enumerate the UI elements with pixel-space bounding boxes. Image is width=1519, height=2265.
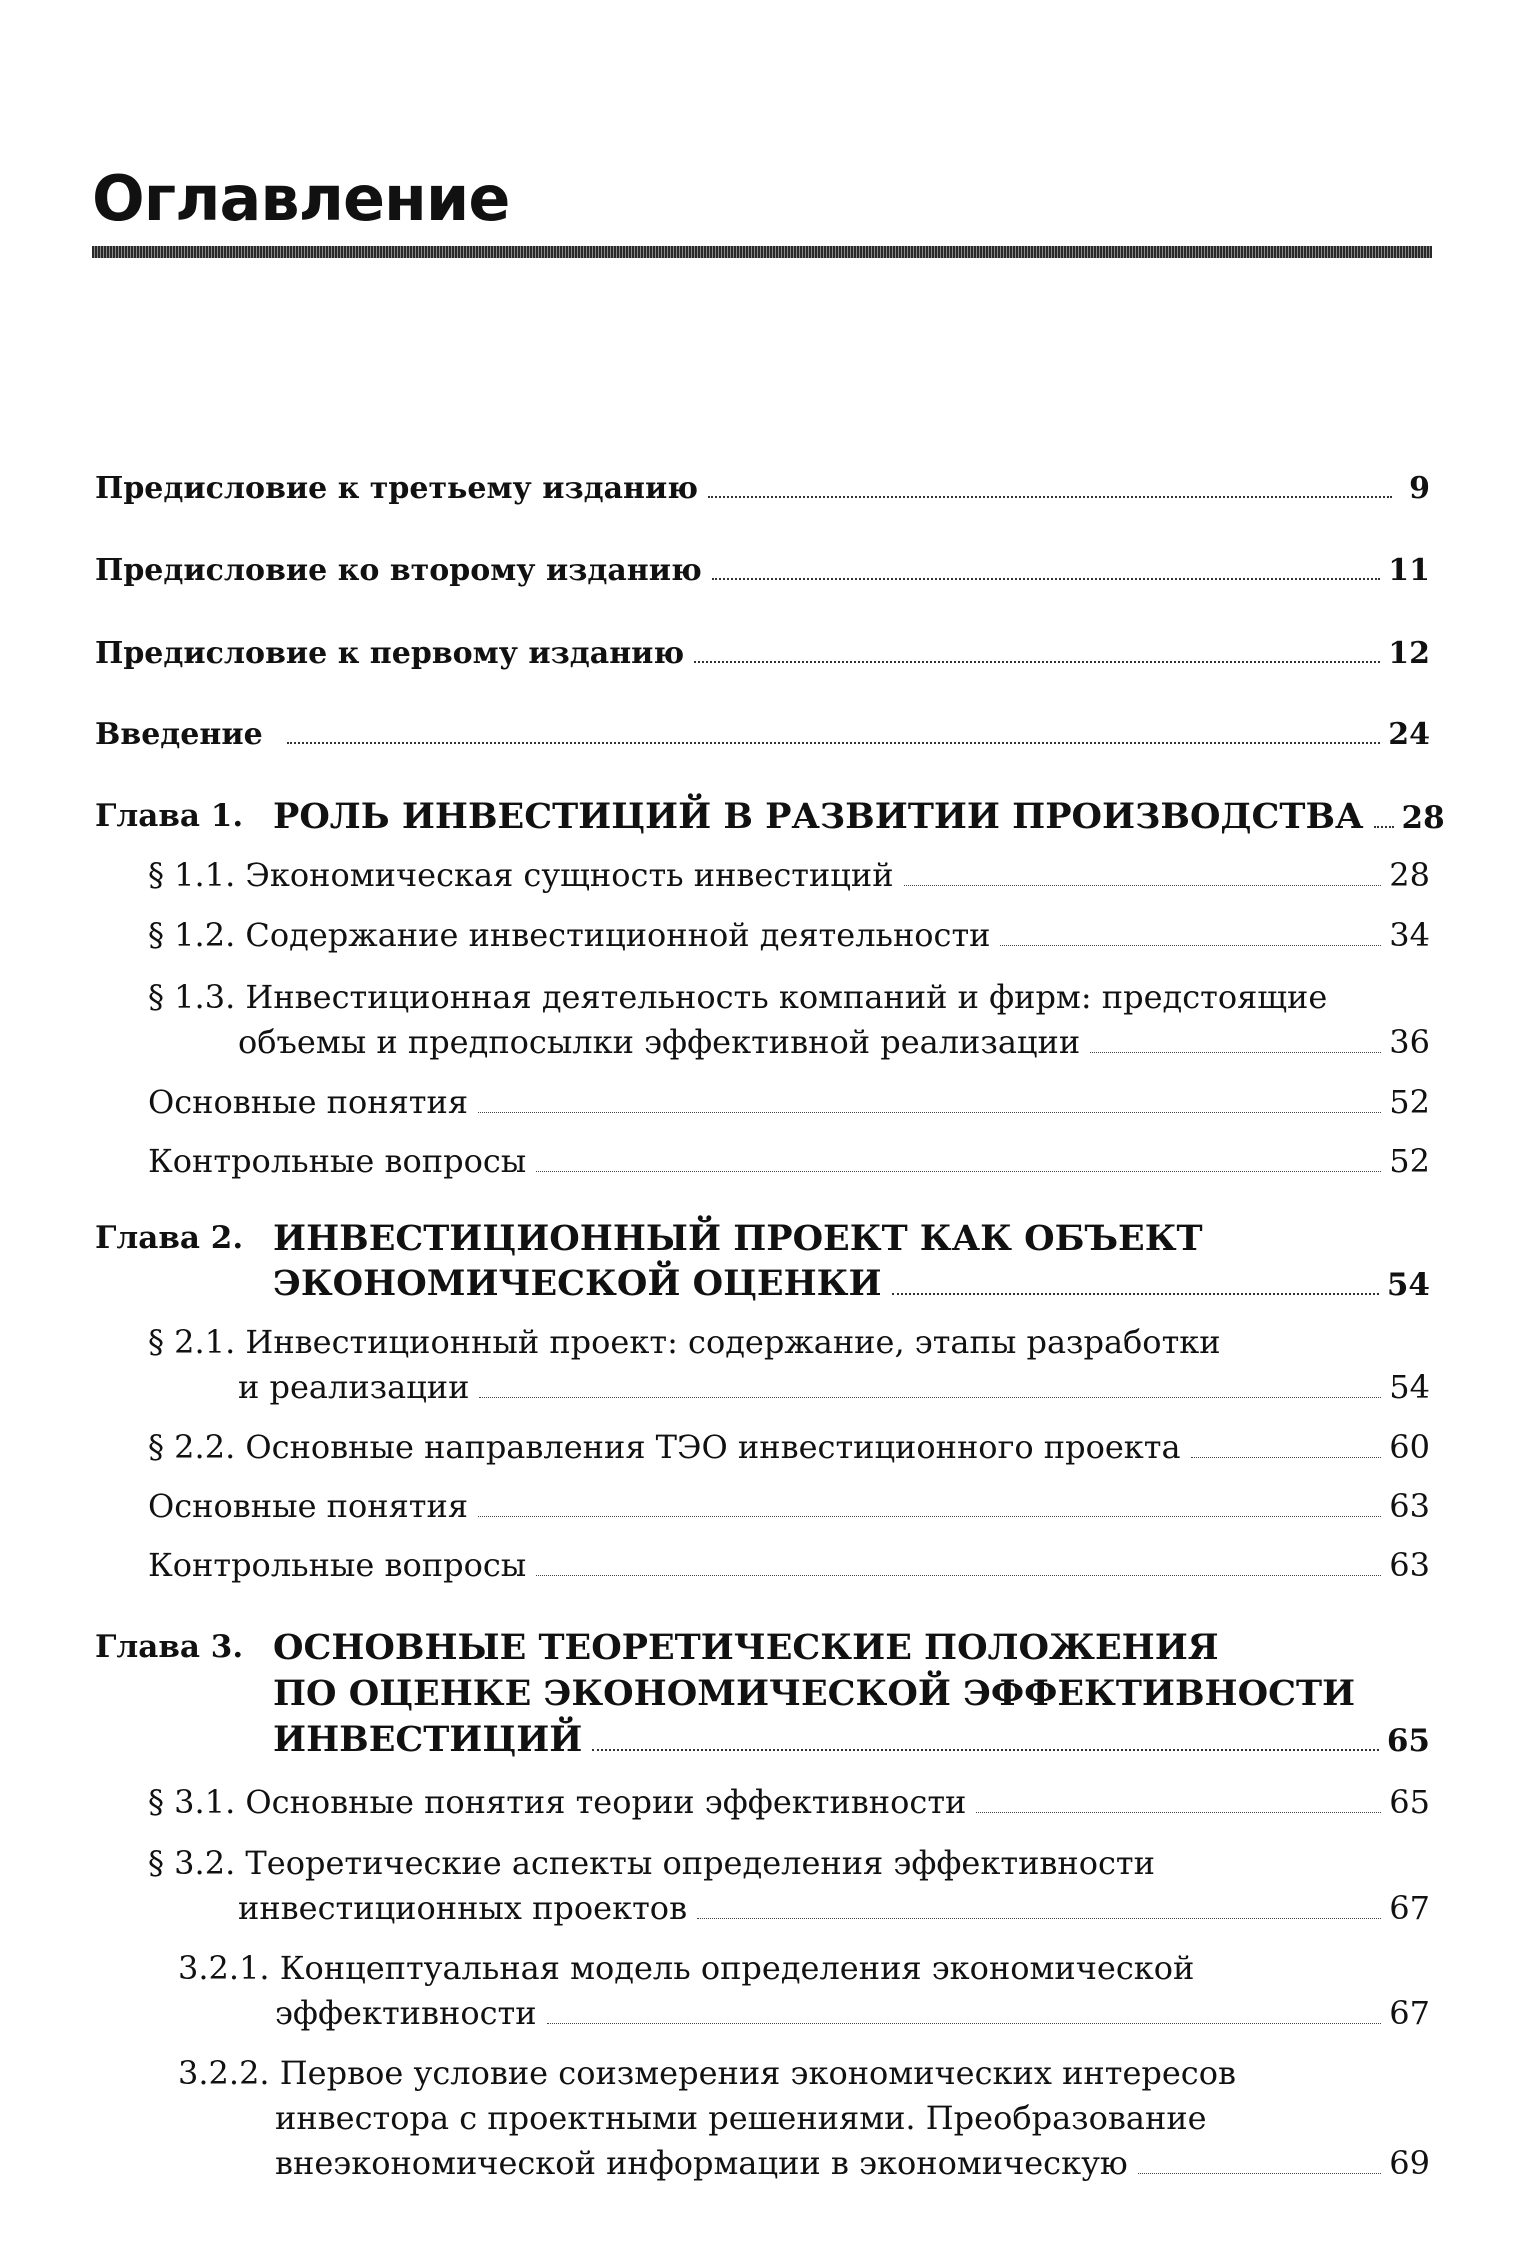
toc-entry-label: § 1.2. Содержание инвестиционной деятельности <box>148 916 991 954</box>
toc-entry-introduction[interactable] <box>95 718 1430 752</box>
toc-entry-section-1-3-line1[interactable]: § 1.3. Инвестиционная деятельность компаний и фирм: предстоящие <box>148 978 1328 1016</box>
dot-leader <box>904 885 1382 886</box>
dot-leader <box>287 742 1381 744</box>
toc-entry-subsection-3-2-2-line1[interactable]: 3.2.2. Первое условие соизмерения экономических интересов <box>178 2054 1236 2092</box>
dot-leader <box>1090 1052 1381 1053</box>
toc-entry-page: 11 <box>1388 553 1430 588</box>
toc-entry-page: 54 <box>1386 1267 1430 1303</box>
chapter-title: ИНВЕСТИЦИЙ <box>273 1719 583 1760</box>
chapter-3-title-line2[interactable]: ПО ОЦЕНКЕ ЭКОНОМИЧЕСКОЙ ЭФФЕКТИВНОСТИ <box>273 1673 1356 1714</box>
toc-entry-subsection-3-2-1[interactable] <box>275 1996 1430 2032</box>
dot-leader <box>536 1575 1381 1576</box>
dot-leader <box>1000 945 1381 946</box>
toc-entry-page: 69 <box>1389 2144 1430 2182</box>
chapter-2-number: Глава 2. <box>95 1220 244 1256</box>
toc-entry-page: 52 <box>1389 1083 1430 1121</box>
toc-entry-page: 60 <box>1389 1428 1430 1466</box>
toc-entry-label: Контрольные вопросы <box>148 1546 527 1584</box>
toc-entry-page: 9 <box>1409 471 1430 506</box>
toc-entry-page: 63 <box>1389 1546 1430 1584</box>
toc-entry-control-questions-1[interactable] <box>148 1144 1430 1180</box>
toc-entry-section-2-2[interactable] <box>148 1430 1430 1466</box>
toc-entry-section-2-1[interactable] <box>238 1370 1430 1406</box>
page-title: Оглавление <box>92 162 510 235</box>
toc-entry-label: внеэкономической информации в экономическую <box>275 2144 1128 2182</box>
toc-entry-label: Основные понятия <box>148 1487 468 1525</box>
toc-entry-label: § 2.2. Основные направления ТЭО инвестиционного проекта <box>148 1428 1181 1466</box>
toc-entry-label: Контрольные вопросы <box>148 1142 527 1180</box>
toc-entry-label: инвестиционных проектов <box>238 1889 688 1927</box>
dot-leader <box>694 661 1380 663</box>
dot-leader <box>697 1918 1381 1919</box>
toc-entry-subsection-3-2-1-line1[interactable]: 3.2.1. Концептуальная модель определения экономической <box>178 1949 1195 1987</box>
chapter-2-title-line1[interactable]: ИНВЕСТИЦИОННЫЙ ПРОЕКТ КАК ОБЪЕКТ <box>273 1218 1203 1259</box>
toc-entry-section-1-2[interactable] <box>148 918 1430 954</box>
chapter-1-number: Глава 1. <box>95 798 244 834</box>
dot-leader <box>536 1171 1381 1172</box>
toc-entry-preface-3[interactable] <box>95 472 1430 506</box>
toc-entry-page: 28 <box>1389 856 1430 894</box>
dot-leader <box>892 1293 1379 1295</box>
chapter-title: ЭКОНОМИЧЕСКОЙ ОЦЕНКИ <box>273 1263 882 1304</box>
toc-entry-subsection-3-2-2-line2[interactable]: инвестора с проектными решениями. Преобразование <box>275 2099 1207 2137</box>
toc-entry-page: 54 <box>1389 1368 1430 1406</box>
dot-leader <box>708 496 1392 498</box>
chapter-title: РОЛЬ ИНВЕСТИЦИЙ В РАЗВИТИИ ПРОИЗВОДСТВА <box>273 796 1364 837</box>
dot-leader <box>592 1749 1379 1751</box>
toc-entry-label: Предисловие к третьему изданию <box>95 471 699 506</box>
toc-entry-label: Предисловие ко второму изданию <box>95 553 702 588</box>
toc-entry-page: 63 <box>1389 1487 1430 1525</box>
toc-entry-control-questions-2[interactable] <box>148 1548 1430 1584</box>
toc-entry-label: объемы и предпосылки эффективной реализации <box>238 1023 1081 1061</box>
toc-entry-page: 65 <box>1389 1783 1430 1821</box>
toc-entry-page: 65 <box>1386 1723 1430 1759</box>
toc-entry-section-3-2-line1[interactable]: § 3.2. Теоретические аспекты определения эффективности <box>148 1844 1155 1882</box>
toc-entry-page: 24 <box>1388 717 1430 752</box>
toc-entry-page: 12 <box>1388 636 1430 671</box>
toc-entry-chapter-2[interactable] <box>273 1264 1430 1303</box>
toc-entry-chapter-3[interactable] <box>273 1720 1430 1759</box>
dot-leader <box>976 1812 1381 1813</box>
chapter-3-number: Глава 3. <box>95 1629 244 1665</box>
toc-entry-basic-concepts-1[interactable] <box>148 1085 1430 1121</box>
toc-entry-section-1-1[interactable] <box>148 858 1430 894</box>
dot-leader <box>478 1112 1381 1113</box>
toc-entry-subsection-3-2-2[interactable] <box>275 2146 1430 2182</box>
chapter-3-title-line1[interactable]: ОСНОВНЫЕ ТЕОРЕТИЧЕСКИЕ ПОЛОЖЕНИЯ <box>273 1627 1219 1668</box>
toc-entry-section-1-3[interactable] <box>238 1025 1430 1061</box>
dot-leader <box>1374 826 1394 828</box>
toc-entry-label: и реализации <box>238 1368 470 1406</box>
toc-entry-page: 36 <box>1389 1023 1430 1061</box>
toc-entry-page: 28 <box>1401 800 1445 836</box>
dot-leader <box>1191 1457 1382 1458</box>
toc-entry-basic-concepts-2[interactable] <box>148 1489 1430 1525</box>
toc-entry-page: 67 <box>1389 1889 1430 1927</box>
toc-entry-label: Предисловие к первому изданию <box>95 636 685 671</box>
toc-entry-section-3-1[interactable] <box>148 1785 1430 1821</box>
dot-leader <box>712 578 1380 580</box>
title-underline <box>92 246 1432 258</box>
dot-leader <box>1138 2173 1382 2174</box>
dot-leader <box>547 2023 1382 2024</box>
toc-entry-label: Введение <box>95 717 263 752</box>
toc-entry-preface-1[interactable] <box>95 637 1430 671</box>
toc-entry-label: эффективности <box>275 1994 537 2032</box>
toc-entry-page: 52 <box>1389 1142 1430 1180</box>
toc-entry-section-2-1-line1[interactable]: § 2.1. Инвестиционный проект: содержание, этапы разработки <box>148 1323 1221 1361</box>
dot-leader <box>478 1516 1381 1517</box>
toc-entry-preface-2[interactable] <box>95 554 1430 588</box>
dot-leader <box>479 1397 1381 1398</box>
toc-entry-page: 67 <box>1389 1994 1430 2032</box>
toc-entry-chapter-1[interactable] <box>273 796 1445 837</box>
toc-entry-label: § 3.1. Основные понятия теории эффективности <box>148 1783 967 1821</box>
toc-entry-page: 34 <box>1389 916 1430 954</box>
toc-entry-label: § 1.1. Экономическая сущность инвестиций <box>148 856 894 894</box>
toc-entry-label: Основные понятия <box>148 1083 468 1121</box>
toc-entry-section-3-2[interactable] <box>238 1891 1430 1927</box>
